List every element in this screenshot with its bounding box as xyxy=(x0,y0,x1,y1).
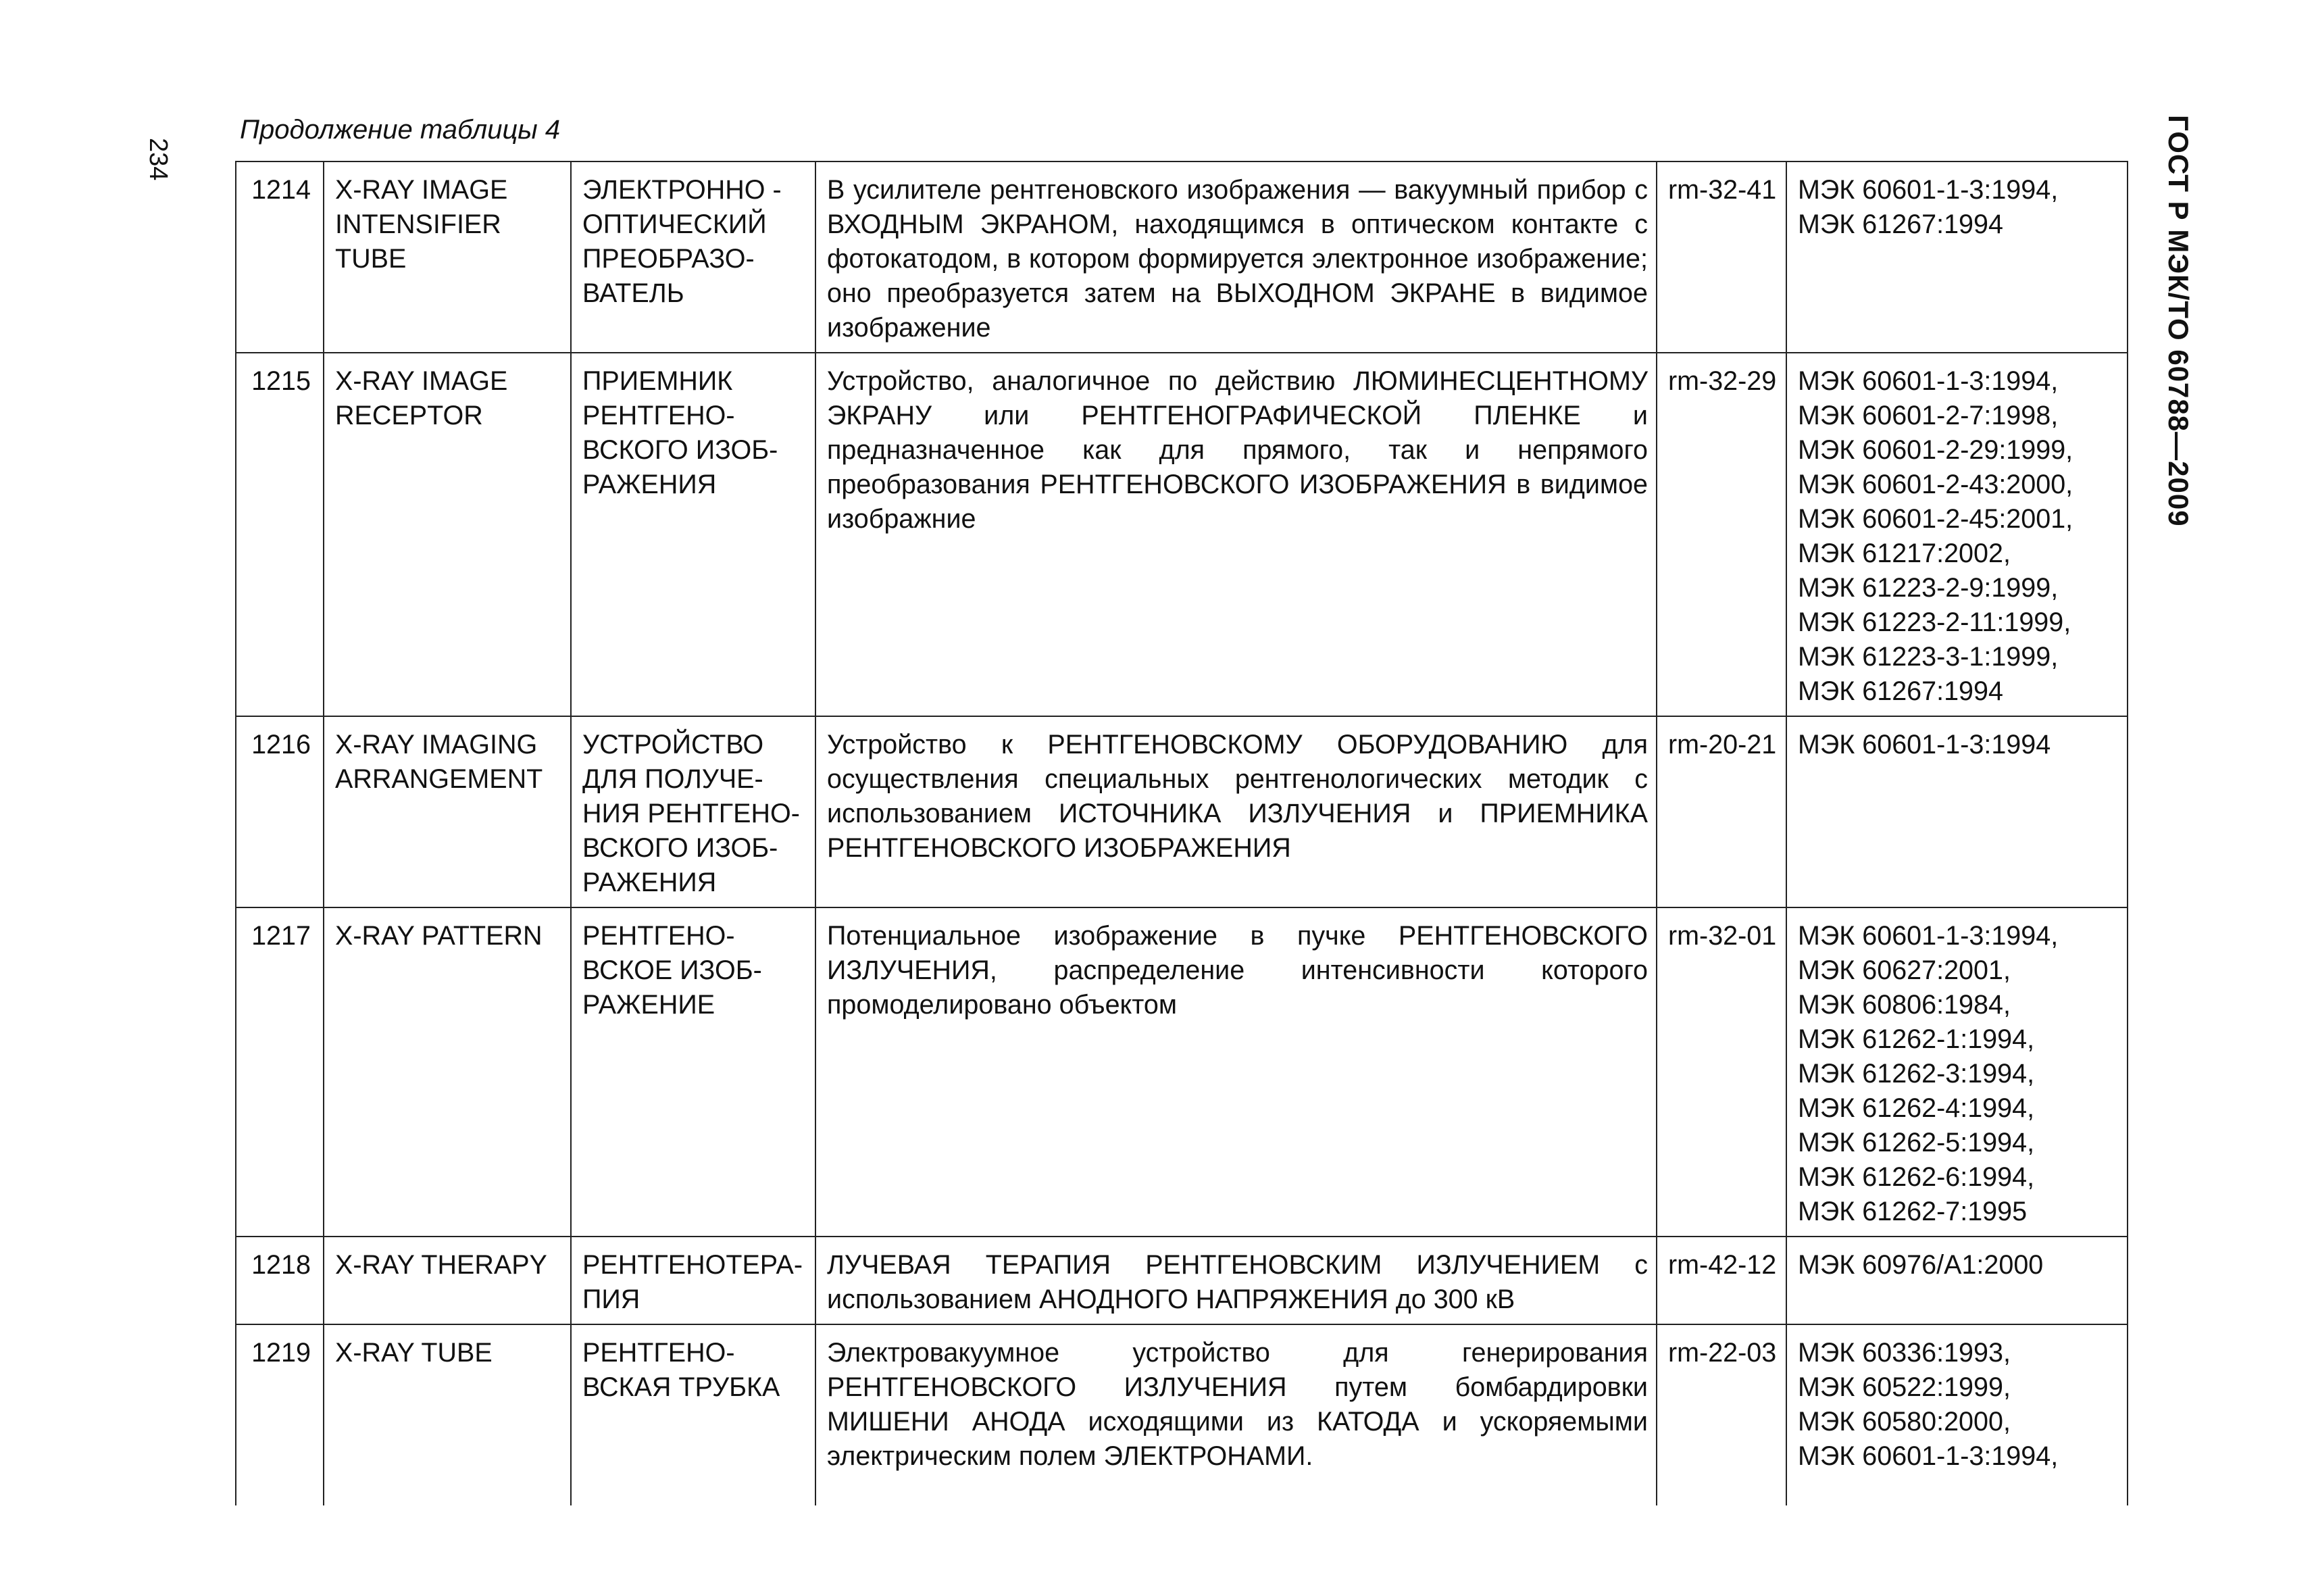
term-russian: РЕНТГЕНО- ВСКОЕ ИЗОБ- РАЖЕНИЕ xyxy=(571,907,815,1237)
term-number: 1219 xyxy=(236,1324,324,1505)
term-russian: ЭЛЕКТРОННО - ОПТИЧЕСКИЙ ПРЕОБРАЗО- ВАТЕЛЬ xyxy=(571,161,815,353)
page-number: 234 xyxy=(144,138,172,181)
term-russian: ПРИЕМНИК РЕНТГЕНО- ВСКОГО ИЗОБ- РАЖЕНИЯ xyxy=(571,353,815,716)
table-row xyxy=(236,716,2128,907)
term-number: 1218 xyxy=(236,1237,324,1324)
term-code: rm-42-12 xyxy=(1657,1237,1786,1324)
term-english: X-RAY PATTERN xyxy=(324,907,571,1237)
term-number: 1215 xyxy=(236,353,324,716)
table-row xyxy=(236,907,2128,1237)
document-code: ГОСТ Р МЭК/ТО 60788—2009 xyxy=(2163,115,2194,527)
term-standards: МЭК 60976/А1:2000 xyxy=(1786,1237,2128,1324)
term-definition: Потенциальное изображение в пучке РЕНТГЕНОВСКОГО ИЗЛУЧЕНИЯ, распределение интенсивности которого промоделировано объектом xyxy=(815,907,1657,1237)
table-row xyxy=(236,1324,2128,1505)
term-definition: Электровакуумное устройство для генерирования РЕНТГЕНОВСКОГО ИЗЛУЧЕНИЯ путем бомбардировки МИШЕНИ АНОДА исходящими из КАТОДА и ускоряемыми электрическим полем ЭЛЕКТРОНАМИ. xyxy=(815,1324,1657,1505)
table-row xyxy=(236,161,2128,353)
table-row xyxy=(236,1237,2128,1324)
term-number: 1214 xyxy=(236,161,324,353)
term-russian: РЕНТГЕНО- ВСКАЯ ТРУБКА xyxy=(571,1324,815,1505)
term-standards: МЭК 60601-1-3:1994, МЭК 61267:1994 xyxy=(1786,161,2128,353)
term-code: rm-32-29 xyxy=(1657,353,1786,716)
term-english: X-RAY THERAPY xyxy=(324,1237,571,1324)
term-definition: ЛУЧЕВАЯ ТЕРАПИЯ РЕНТГЕНОВСКИМ ИЗЛУЧЕНИЕМ с использованием АНОДНОГО НАПРЯЖЕНИЯ до 300 кВ xyxy=(815,1237,1657,1324)
term-standards: МЭК 60336:1993, МЭК 60522:1999, МЭК 60580:2000, МЭК 60601-1-3:1994, xyxy=(1786,1324,2128,1505)
term-number: 1216 xyxy=(236,716,324,907)
table-caption: Продолжение таблицы 4 xyxy=(240,115,561,145)
term-number: 1217 xyxy=(236,907,324,1237)
term-english: X-RAY IMAGE INTENSIFIER TUBE xyxy=(324,161,571,353)
term-standards: МЭК 60601-1-3:1994, МЭК 60601-2-7:1998, МЭК 60601-2-29:1999, МЭК 60601-2-43:2000, МЭК 60601-2-45:2001, МЭК 61217:2002, МЭК 61223-2-9:1999, МЭК 61223-2-11:1999, МЭК 61223-3-1:1999, МЭК 61267:1994 xyxy=(1786,353,2128,716)
term-code: rm-32-01 xyxy=(1657,907,1786,1237)
term-russian: РЕНТГЕНОТЕРА- ПИЯ xyxy=(571,1237,815,1324)
term-code: rm-22-03 xyxy=(1657,1324,1786,1505)
terms-table xyxy=(235,161,2128,1505)
term-english: X-RAY TUBE xyxy=(324,1324,571,1505)
term-definition: Устройство к РЕНТГЕНОВСКОМУ ОБОРУДОВАНИЮ для осуществления специальных рентгенологических методик с использованием ИСТОЧНИКА ИЗЛУЧЕНИЯ и ПРИЕМНИКА РЕНТГЕНОВСКОГО ИЗОБРАЖЕНИЯ xyxy=(815,716,1657,907)
term-english: X-RAY IMAGING ARRANGEMENT xyxy=(324,716,571,907)
term-definition: В усилителе рентгеновского изображения — вакуумный прибор с ВХОДНЫМ ЭКРАНОМ, находящимся в оптическом контакте с фотокатодом, в котором формируется электронное изображение; оно преобразуется затем на ВЫХОДНОМ ЭКРАНЕ в видимое изображение xyxy=(815,161,1657,353)
table-row xyxy=(236,353,2128,716)
term-code: rm-32-41 xyxy=(1657,161,1786,353)
term-standards: МЭК 60601-1-3:1994, МЭК 60627:2001, МЭК 60806:1984, МЭК 61262-1:1994, МЭК 61262-3:1994, МЭК 61262-4:1994, МЭК 61262-5:1994, МЭК 61262-6:1994, МЭК 61262-7:1995 xyxy=(1786,907,2128,1237)
term-english: X-RAY IMAGE RECEPTOR xyxy=(324,353,571,716)
term-code: rm-20-21 xyxy=(1657,716,1786,907)
term-russian: УСТРОЙСТВО ДЛЯ ПОЛУЧЕ- НИЯ РЕНТГЕНО- ВСКОГО ИЗОБ- РАЖЕНИЯ xyxy=(571,716,815,907)
term-definition: Устройство, аналогичное по действию ЛЮМИНЕСЦЕНТНОМУ ЭКРАНУ или РЕНТГЕНОГРАФИЧЕСКОЙ ПЛЕНКЕ и предназначенное как для прямого, так и непрямого преобразования РЕНТГЕНОВСКОГО ИЗОБРАЖЕНИЯ в видимое изображние xyxy=(815,353,1657,716)
term-standards: МЭК 60601-1-3:1994 xyxy=(1786,716,2128,907)
